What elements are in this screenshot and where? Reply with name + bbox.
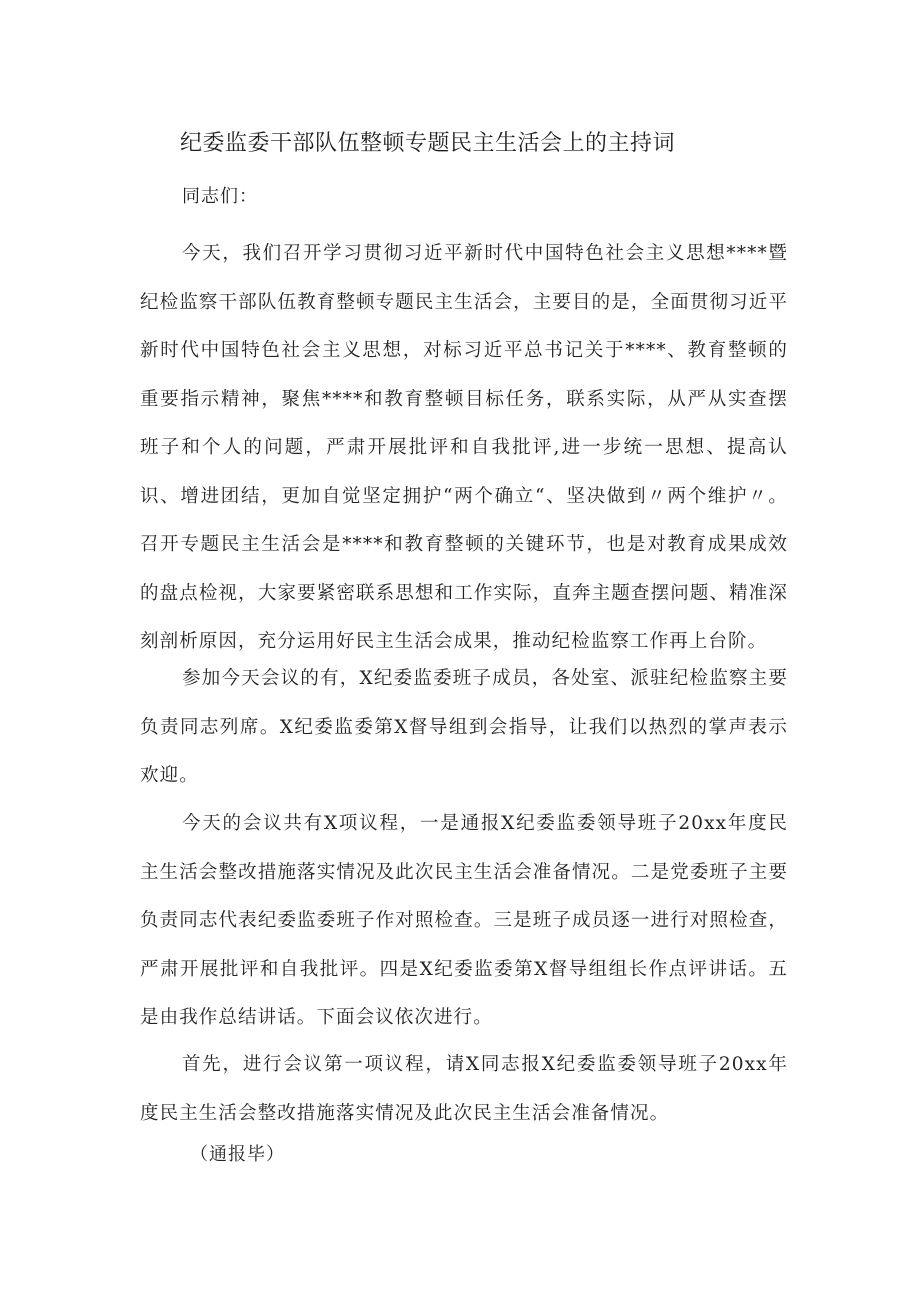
paragraph-attendees: 参加今天会议的有，X纪委监委班子成员，各处室、派驻纪检监察主要负责同志列席。X纪委监委第X督导组到会指导，让我们以热烈的掌声表示欢迎。 <box>140 668 788 786</box>
paragraph-opening: 今天，我们召开学习贯彻习近平新时代中国特色社会主义思想****暨纪检监察干部队伍教育整顿专题民主生活会，主要目的是，全面贯彻习近平新时代中国特色社会主义思想，对标习近平总书记关于****、教育整顿的重要指示精神，聚焦****和教育整顿目标任务，联系实际，从严从实查摆班子和个人的问题，严肃开展批评和自我批评,进一步统一思想、提高认识、增进团结，更加自觉坚定拥护“两个确立“、坚决做到〃两个维护〃。召开专题民主生活会是****和教育整顿的关键环节，也是对教育成果成效的盘点检视，大家要紧密联系思想和工作实际，直奔主题查摆问题、精准深刻剖析原因，充分运用好民主生活会成果，推动纪检监察工作再上台阶。 <box>140 243 788 652</box>
closing-note: （通报毕） <box>190 1144 285 1165</box>
paragraph-agenda: 今天的会议共有X项议程，一是通报X纪委监委领导班子20xx年度民主生活会整改措施落实情况及此次民主生活会准备情况。二是党委班子主要负责同志代表纪委监委班子作对照检查。三是班子成员逐一进行对照检查，严肃开展批评和自我批评。四是X纪委监委第X督导组组长作点评讲话。五是由我作总结讲话。下面会议依次进行。 <box>140 813 788 1028</box>
document-title: 纪委监委干部队伍整顿专题民主生活会上的主持词 <box>180 131 676 156</box>
paragraph-first-item: 首先，进行会议第一项议程，请X同志报X纪委监委领导班子20xx年度民主生活会整改措施落实情况及此次民主生活会准备情况。 <box>140 1054 788 1124</box>
salutation: 同志们： <box>182 186 258 207</box>
